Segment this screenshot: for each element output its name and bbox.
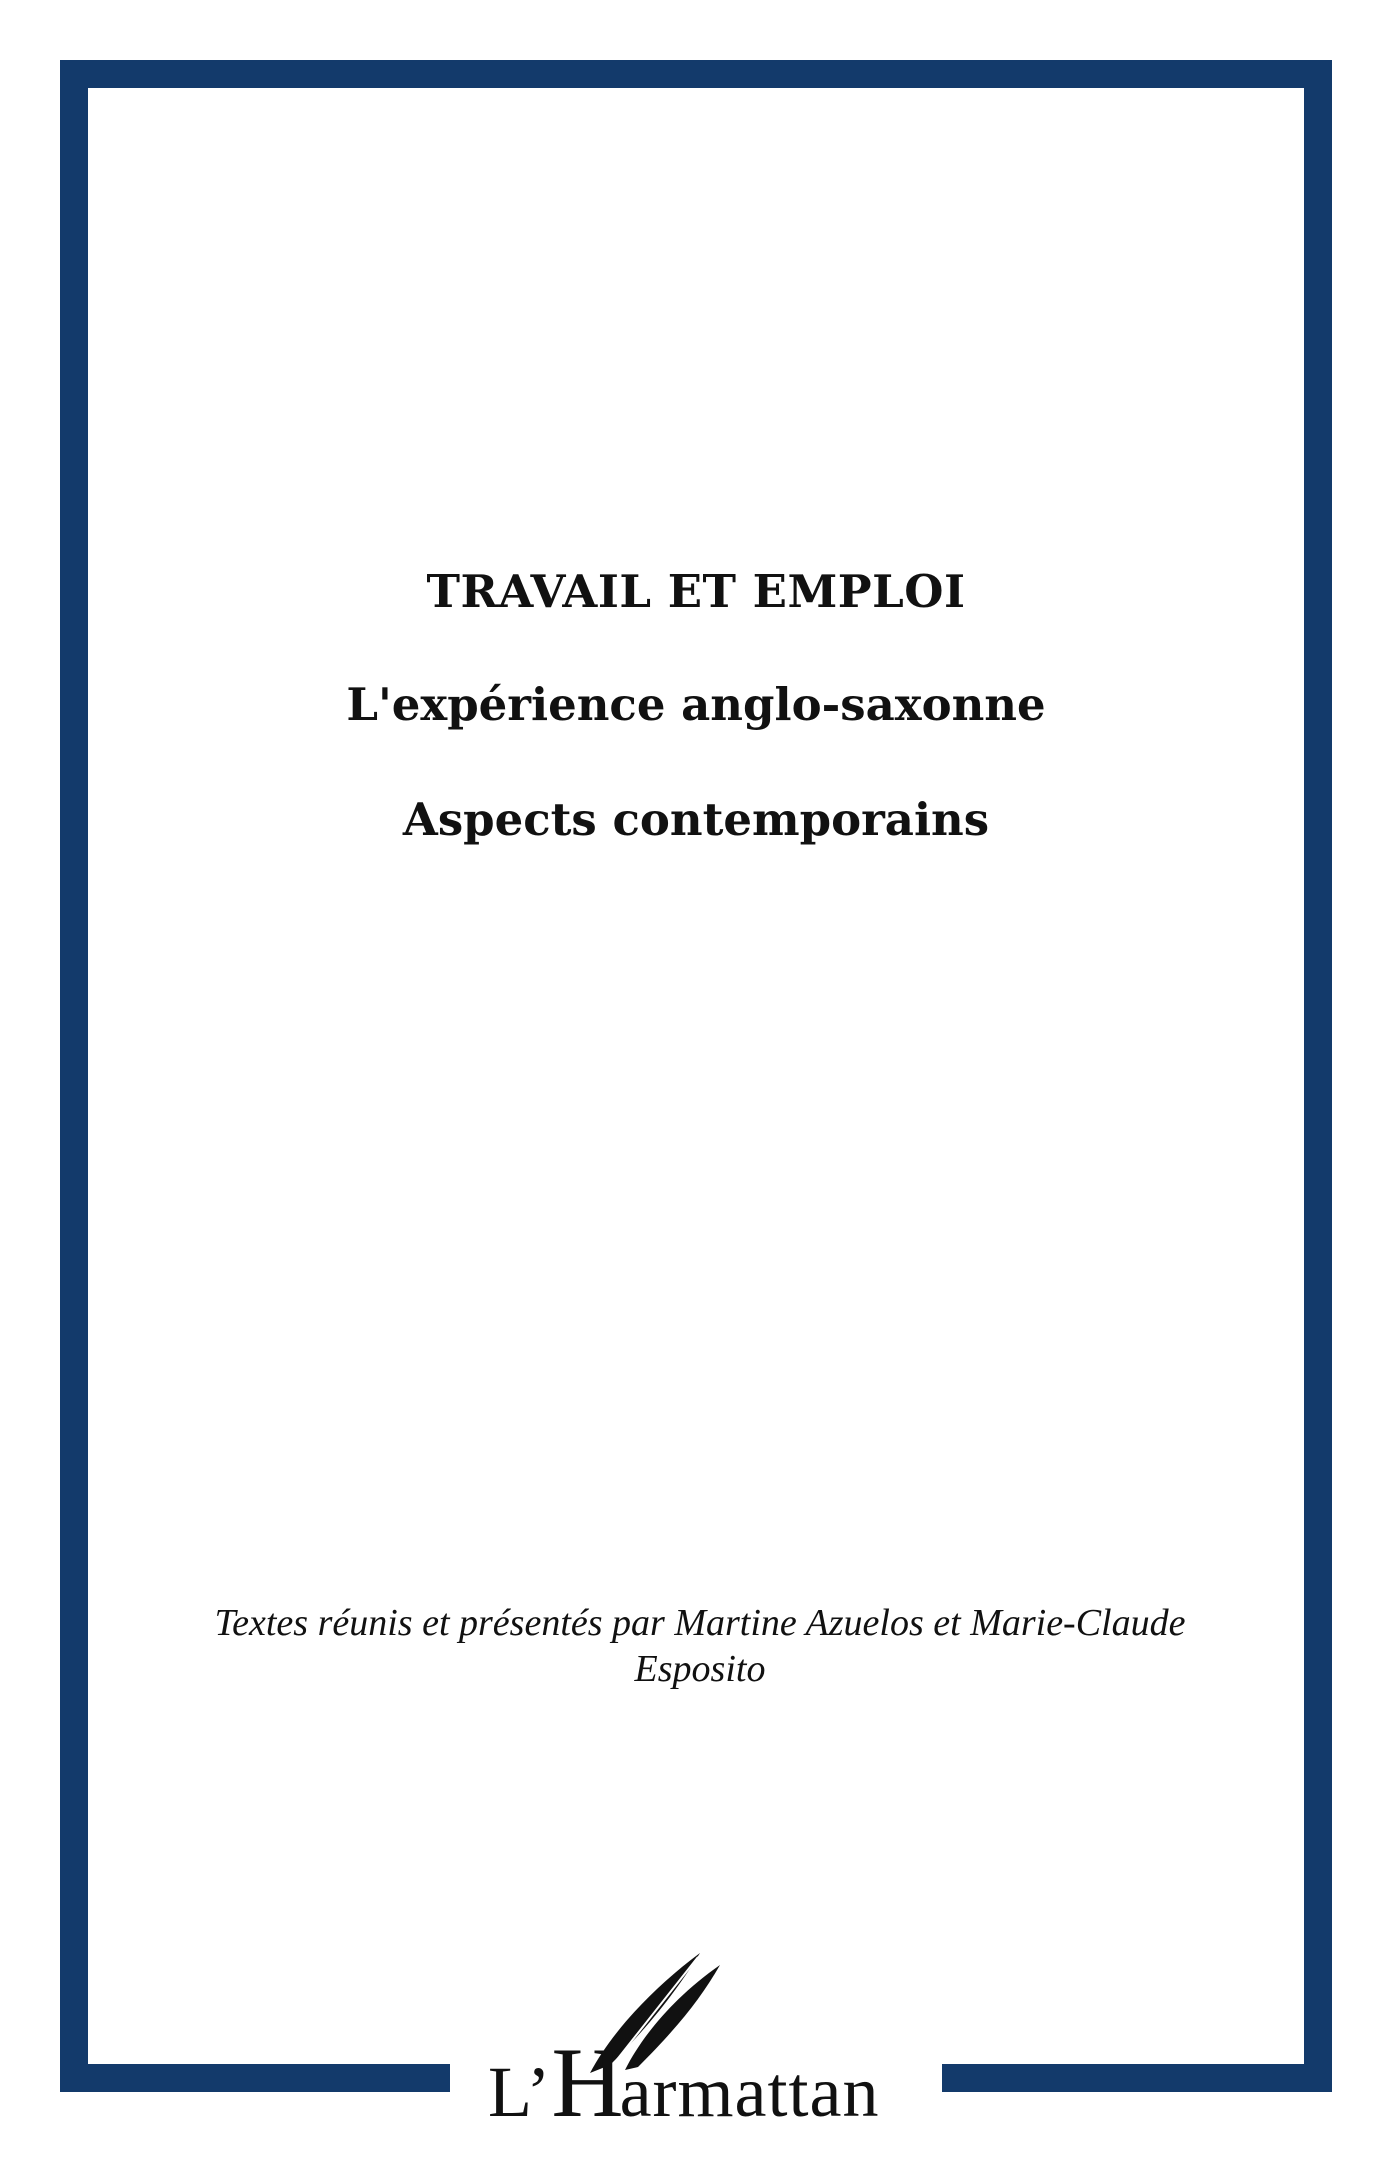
editors-credit [140,1600,1260,1692]
cover-frame [60,60,1332,2092]
publisher-wordmark-initial: H [551,2027,620,2138]
editors-credit-line-1: Textes réunis et présentés par Martine Azuelos et Marie-Claude [214,1602,1186,1644]
book-subtitle-2: Aspects contemporains [402,793,990,846]
publisher-wordmark-prefix: L’ [488,2052,552,2132]
editors-credit-line-2: Esposito [634,1648,766,1690]
publisher-wordmark-rest: armattan [619,2052,880,2132]
book-title: TRAVAIL ET EMPLOI [426,565,966,618]
publisher-wordmark [488,2025,879,2140]
cover-frame-bottom-left [60,2064,450,2092]
book-subtitle-1: L'expérience anglo-saxonne [346,678,1046,731]
cover-frame-bottom-right [942,2064,1332,2092]
publisher-logo [470,1945,930,2138]
